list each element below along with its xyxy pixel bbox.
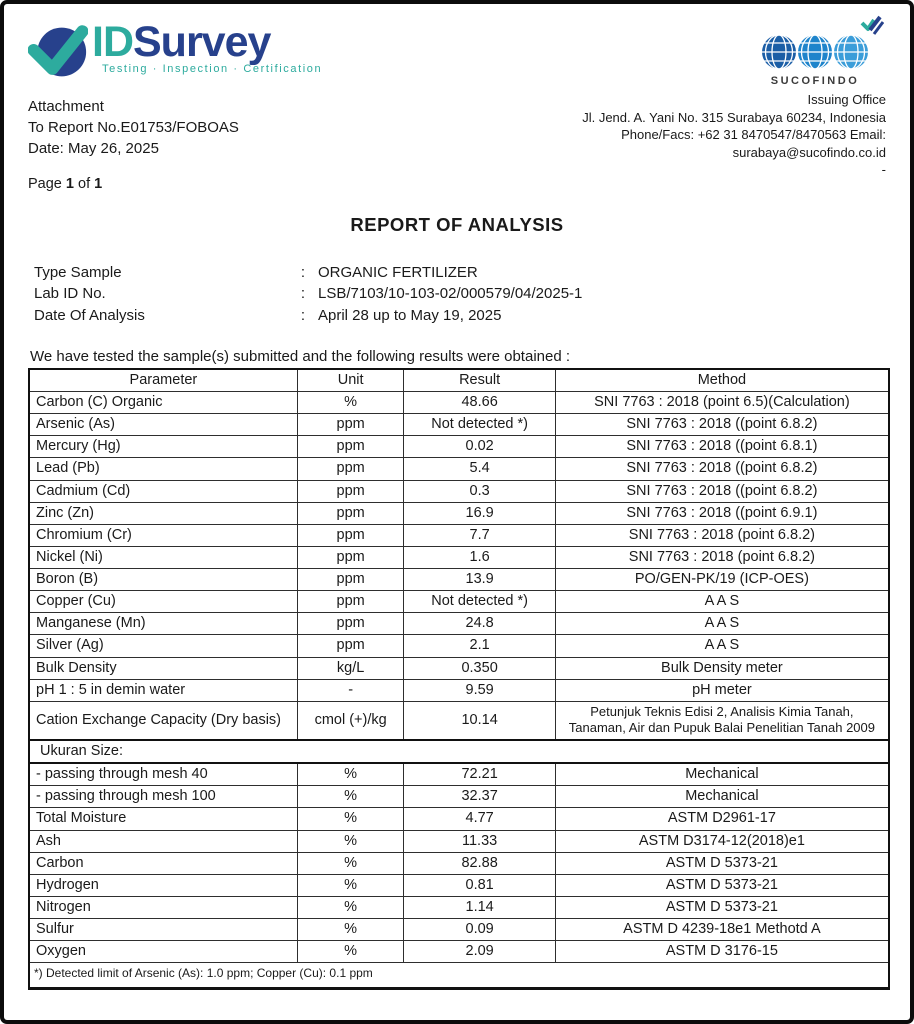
- cell-unit: ppm: [297, 635, 404, 657]
- cell-method: SNI 7763 : 2018 ((point 6.8.2): [555, 458, 889, 480]
- cell-method: ASTM D 4239-18e1 Methotd A: [555, 919, 889, 941]
- cell-unit: cmol (+)/kg: [297, 701, 404, 740]
- table-row: [29, 524, 889, 546]
- info-label: Lab ID No.: [34, 285, 106, 303]
- cell-method: A A S: [555, 591, 889, 613]
- cell-unit: ppm: [297, 569, 404, 591]
- table-row: [29, 808, 889, 830]
- cell-unit: ppm: [297, 524, 404, 546]
- cell-method: SNI 7763 : 2018 ((point 6.9.1): [555, 502, 889, 524]
- cell-unit: kg/L: [297, 657, 404, 679]
- cell-unit: %: [297, 392, 404, 414]
- info-label: Date Of Analysis: [34, 306, 145, 324]
- office-address: Jl. Jend. A. Yani No. 315 Surabaya 60234, Indonesia: [582, 109, 886, 125]
- cell-parameter: Carbon (C) Organic: [29, 392, 297, 414]
- idsurvey-checkmark-icon: [28, 20, 88, 82]
- cell-parameter: Manganese (Mn): [29, 613, 297, 635]
- table-row: [29, 874, 889, 896]
- page-total: 1: [94, 176, 103, 192]
- table-row: [29, 613, 889, 635]
- cell-result: 7.7: [404, 524, 555, 546]
- col-header-result: Result: [404, 369, 555, 392]
- cell-unit: %: [297, 786, 404, 808]
- cell-parameter: Cadmium (Cd): [29, 480, 297, 502]
- cell-unit: ppm: [297, 436, 404, 458]
- cell-method: Bulk Density meter: [555, 657, 889, 679]
- cell-result: 1.6: [404, 546, 555, 568]
- cell-result: 0.350: [404, 657, 555, 679]
- cell-method: SNI 7763 : 2018 (point 6.5)(Calculation): [555, 392, 889, 414]
- cell-method: ASTM D 3176-15: [555, 941, 889, 963]
- cell-parameter: Mercury (Hg): [29, 436, 297, 458]
- attachment-label: Attachment: [28, 98, 104, 115]
- cell-parameter: Lead (Pb): [29, 458, 297, 480]
- attachment-block: [28, 96, 322, 159]
- table-row: [29, 591, 889, 613]
- cell-result: 2.09: [404, 941, 555, 963]
- cell-parameter: Oxygen: [29, 941, 297, 963]
- issuing-office-lines: [526, 91, 886, 179]
- cell-unit: %: [297, 808, 404, 830]
- cell-result: 4.77: [404, 808, 555, 830]
- page-of: of: [78, 176, 91, 192]
- cell-result: 82.88: [404, 852, 555, 874]
- cell-parameter: Zinc (Zn): [29, 502, 297, 524]
- table-footnote: *) Detected limit of Arsenic (As): 1.0 ppm; Copper (Cu): 0.1 ppm: [29, 963, 889, 989]
- cell-result: 11.33: [404, 830, 555, 852]
- idsurvey-brand-block: [28, 14, 322, 192]
- cell-unit: %: [297, 919, 404, 941]
- cell-result: 2.1: [404, 635, 555, 657]
- cell-parameter: pH 1 : 5 in demin water: [29, 679, 297, 701]
- logo-id-text: ID: [92, 18, 133, 66]
- cell-method: PO/GEN-PK/19 (ICP-OES): [555, 569, 889, 591]
- intro-sentence: We have tested the sample(s) submitted and the following results were obtained :: [30, 347, 571, 365]
- cell-method: Mechanical: [555, 786, 889, 808]
- cell-parameter: Copper (Cu): [29, 591, 297, 613]
- sucofindo-globes-icon: [756, 32, 874, 74]
- office-email: surabaya@sucofindo.co.id: [732, 144, 886, 160]
- table-row: [29, 392, 889, 414]
- issuing-office-block: [526, 14, 886, 192]
- info-value: LSB/7103/10-103-02/000579/04/2025-1: [318, 285, 583, 303]
- cell-unit: ppm: [297, 502, 404, 524]
- cell-result: 24.8: [404, 613, 555, 635]
- cell-parameter: Chromium (Cr): [29, 524, 297, 546]
- cell-result: 1.14: [404, 896, 555, 918]
- info-colon: :: [300, 264, 306, 281]
- cell-unit: ppm: [297, 458, 404, 480]
- cell-unit: %: [297, 763, 404, 786]
- sucofindo-logo: [756, 32, 874, 87]
- cell-result: 9.59: [404, 679, 555, 701]
- section-row: [29, 740, 889, 763]
- table-row: [29, 436, 889, 458]
- table-row: [29, 480, 889, 502]
- info-value: April 28 up to May 19, 2025: [318, 306, 502, 324]
- cell-unit: %: [297, 830, 404, 852]
- cell-result: Not detected *): [404, 591, 555, 613]
- table-row: [29, 679, 889, 701]
- cell-result: 0.81: [404, 874, 555, 896]
- col-header-unit: Unit: [297, 369, 404, 392]
- sample-info-row: [28, 305, 886, 326]
- page-header: [28, 14, 886, 192]
- table-row: [29, 502, 889, 524]
- cell-parameter: Bulk Density: [29, 657, 297, 679]
- section-label: Ukuran Size:: [29, 740, 889, 763]
- table-row: [29, 546, 889, 568]
- cell-method: ASTM D 5373-21: [555, 896, 889, 918]
- cell-result: 48.66: [404, 392, 555, 414]
- cell-result: 0.3: [404, 480, 555, 502]
- report-number: To Report No.E01753/FOBOAS: [28, 119, 239, 136]
- table-row: [29, 458, 889, 480]
- sample-info-block: [28, 262, 886, 326]
- footnote-row: [29, 963, 889, 989]
- idsurvey-corner-icon: [860, 14, 884, 36]
- cell-parameter: Silver (Ag): [29, 635, 297, 657]
- cell-unit: -: [297, 679, 404, 701]
- info-label: Type Sample: [34, 264, 122, 281]
- cell-unit: %: [297, 941, 404, 963]
- cell-parameter: Arsenic (As): [29, 414, 297, 436]
- cell-unit: ppm: [297, 546, 404, 568]
- cell-method: pH meter: [555, 679, 889, 701]
- cell-unit: %: [297, 896, 404, 918]
- cell-parameter: Nickel (Ni): [29, 546, 297, 568]
- office-dash: -: [881, 162, 886, 178]
- office-phone: Phone/Facs: +62 31 8470547/8470563 Email:: [621, 127, 886, 143]
- cell-unit: ppm: [297, 613, 404, 635]
- sample-info-row: [28, 262, 886, 283]
- cell-method: SNI 7763 : 2018 (point 6.8.2): [555, 546, 889, 568]
- table-row: [29, 701, 889, 740]
- table-row: [29, 919, 889, 941]
- table-header-row: [29, 369, 889, 392]
- cell-method: ASTM D 5373-21: [555, 874, 889, 896]
- table-row: [29, 896, 889, 918]
- cell-result: 10.14: [404, 701, 555, 740]
- page-indicator: [28, 176, 322, 192]
- results-tbody: [29, 392, 889, 963]
- cell-method: ASTM D 5373-21: [555, 852, 889, 874]
- cell-result: 72.21: [404, 763, 555, 786]
- cell-method: ASTM D3174-12(2018)e1: [555, 830, 889, 852]
- table-row: [29, 414, 889, 436]
- cell-parameter: Nitrogen: [29, 896, 297, 918]
- cell-method: A A S: [555, 635, 889, 657]
- cell-method: A A S: [555, 613, 889, 635]
- cell-result: 13.9: [404, 569, 555, 591]
- cell-parameter: Boron (B): [29, 569, 297, 591]
- cell-method: SNI 7763 : 2018 ((point 6.8.2): [555, 480, 889, 502]
- idsurvey-logo-text: [92, 20, 322, 75]
- table-row: [29, 657, 889, 679]
- cell-result: Not detected *): [404, 414, 555, 436]
- cell-unit: %: [297, 874, 404, 896]
- cell-result: 0.09: [404, 919, 555, 941]
- cell-parameter: Sulfur: [29, 919, 297, 941]
- cell-parameter: Ash: [29, 830, 297, 852]
- col-header-method: Method: [555, 369, 889, 392]
- cell-method: Mechanical: [555, 763, 889, 786]
- page-label: Page: [28, 176, 62, 192]
- cell-parameter: Carbon: [29, 852, 297, 874]
- sucofindo-brand-text: SUCOFINDO: [770, 75, 860, 87]
- idsurvey-logo: [28, 20, 322, 82]
- cell-parameter: - passing through mesh 100: [29, 786, 297, 808]
- cell-parameter: - passing through mesh 40: [29, 763, 297, 786]
- cell-result: 16.9: [404, 502, 555, 524]
- cell-unit: ppm: [297, 480, 404, 502]
- table-row: [29, 569, 889, 591]
- info-colon: :: [300, 306, 306, 324]
- table-row: [29, 852, 889, 874]
- cell-method: SNI 7763 : 2018 ((point 6.8.1): [555, 436, 889, 458]
- report-title: REPORT OF ANALYSIS: [350, 214, 564, 235]
- cell-unit: ppm: [297, 591, 404, 613]
- cell-parameter: Total Moisture: [29, 808, 297, 830]
- info-colon: :: [300, 285, 306, 303]
- cell-result: 0.02: [404, 436, 555, 458]
- col-header-parameter: Parameter: [29, 369, 297, 392]
- cell-parameter: Hydrogen: [29, 874, 297, 896]
- cell-parameter: Cation Exchange Capacity (Dry basis): [29, 701, 297, 740]
- table-row: [29, 635, 889, 657]
- table-row: [29, 786, 889, 808]
- logo-tagline: Testing · Inspection · Certification: [102, 63, 323, 76]
- cell-method: SNI 7763 : 2018 (point 6.8.2): [555, 524, 889, 546]
- table-row: [29, 941, 889, 963]
- logo-survey-text: Survey: [133, 18, 271, 66]
- cell-unit: ppm: [297, 414, 404, 436]
- sample-info-row: [28, 283, 886, 304]
- cell-result: 5.4: [404, 458, 555, 480]
- results-table: [28, 368, 890, 990]
- info-value: ORGANIC FERTILIZER: [318, 264, 478, 281]
- cell-method: Petunjuk Teknis Edisi 2, Analisis Kimia Tanah, Tanaman, Air dan Pupuk Balai Penelitian Tanah 2009: [555, 701, 889, 740]
- table-row: [29, 763, 889, 786]
- report-date: Date: May 26, 2025: [28, 140, 159, 157]
- cell-unit: %: [297, 852, 404, 874]
- page-current: 1: [65, 176, 74, 192]
- cell-method: SNI 7763 : 2018 ((point 6.8.2): [555, 414, 889, 436]
- issuing-office-label: Issuing Office: [807, 92, 886, 107]
- cell-method: ASTM D2961-17: [555, 808, 889, 830]
- table-row: [29, 830, 889, 852]
- cell-result: 32.37: [404, 786, 555, 808]
